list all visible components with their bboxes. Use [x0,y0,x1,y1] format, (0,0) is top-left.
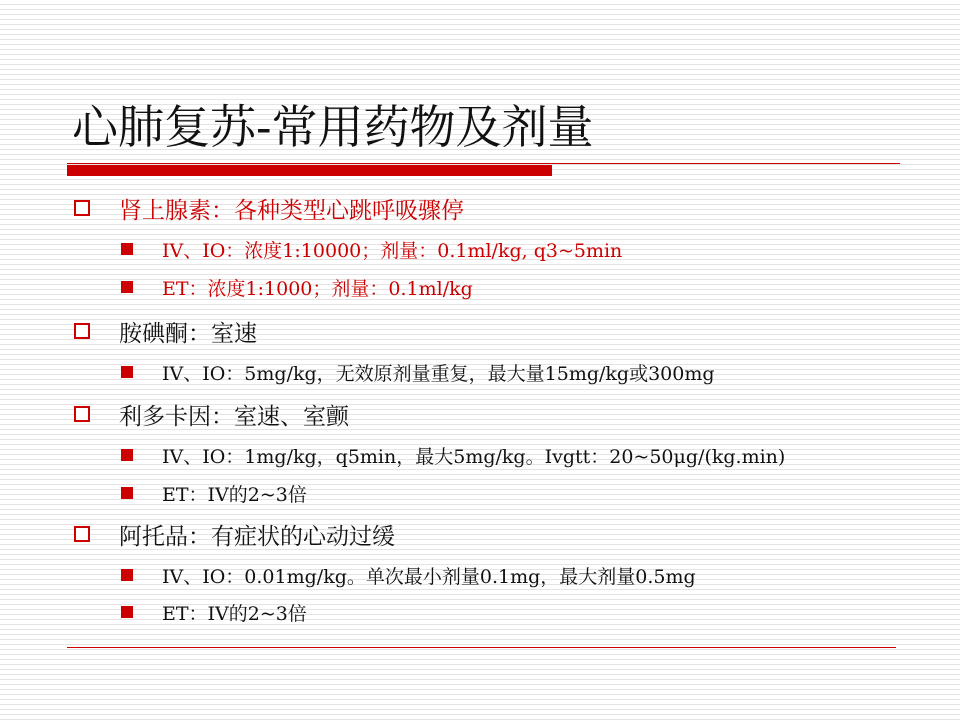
hollow-square-bullet-icon [74,526,90,542]
filled-square-bullet-icon [121,366,133,378]
hollow-square-bullet-icon [74,406,90,422]
title-underline-thin [67,163,900,164]
list-item-atropine [74,517,395,551]
list-item-text: 阿托品：有症状的心动过缓 [119,523,395,550]
filled-square-bullet-icon [121,487,133,499]
sub-item-amiodarone-iv [121,357,715,387]
sub-item-epinephrine-et [121,272,473,302]
title-underline-thick [67,165,552,176]
filled-square-bullet-icon [121,281,133,293]
hollow-square-bullet-icon [74,200,90,216]
filled-square-bullet-icon [121,243,133,255]
list-item-text: 胺碘酮：室速 [119,320,257,347]
filled-square-bullet-icon [121,606,133,618]
sub-item-text: IV、IO：浓度1:10000；剂量：0.1ml/kg, q3~5min [162,239,623,262]
list-item-amiodarone [74,314,257,348]
sub-item-lidocaine-iv [121,440,785,470]
list-item-epinephrine [74,191,464,225]
sub-item-lidocaine-et [121,478,307,508]
sub-item-text: ET：浓度1:1000；剂量：0.1ml/kg [162,277,473,300]
filled-square-bullet-icon [121,449,133,461]
sub-item-text: IV、IO：1mg/kg，q5min，最大5mg/kg。Ivgtt：20~50μg/(kg.min) [162,445,786,468]
sub-item-text: ET：IV的2~3倍 [162,483,307,506]
slide-title: 心肺复苏-常用药物及剂量 [72,100,594,154]
sub-item-atropine-et [121,597,307,627]
sub-item-atropine-iv [121,560,696,590]
sub-item-text: IV、IO：5mg/kg，无效原剂量重复，最大量15mg/kg或300mg [162,362,715,385]
sub-item-epinephrine-iv [121,234,622,264]
list-item-text: 肾上腺素：各种类型心跳呼吸骤停 [119,197,464,224]
filled-square-bullet-icon [121,569,133,581]
sub-item-text: IV、IO：0.01mg/kg。单次最小剂量0.1mg，最大剂量0.5mg [162,565,696,588]
sub-item-text: ET：IV的2~3倍 [162,602,307,625]
footer-rule [67,647,896,648]
hollow-square-bullet-icon [74,323,90,339]
list-item-lidocaine [74,397,349,431]
list-item-text: 利多卡因：室速、室颤 [119,403,349,430]
